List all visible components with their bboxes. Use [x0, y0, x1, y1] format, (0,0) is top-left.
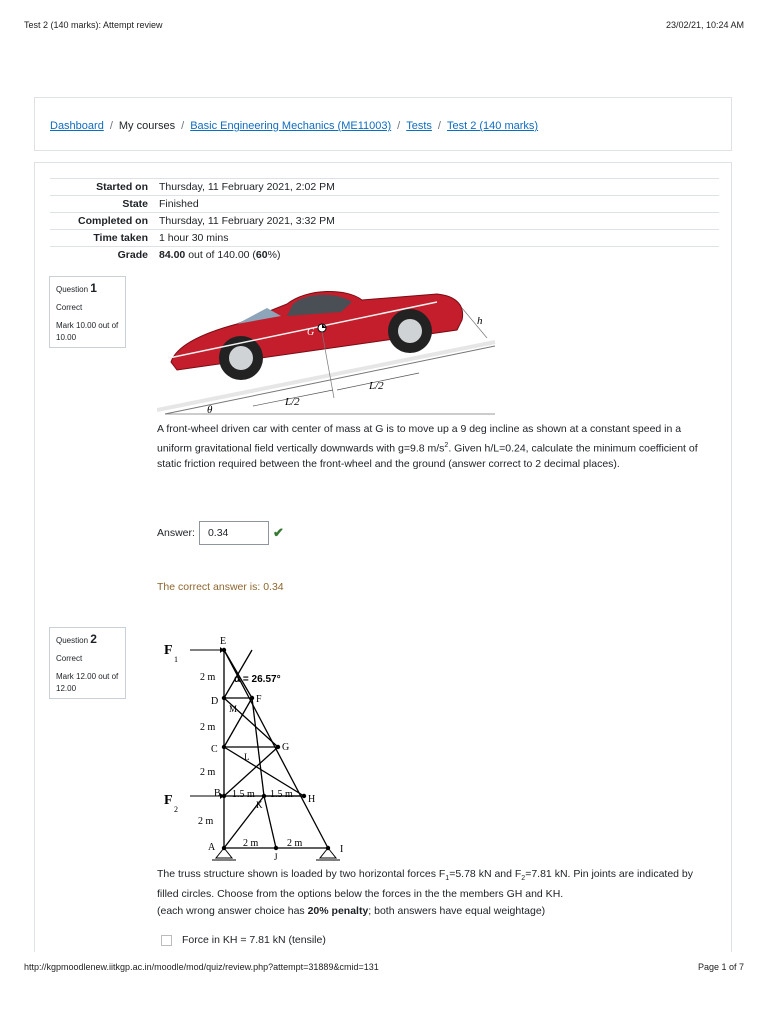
print-header	[24, 20, 744, 30]
answer-row	[157, 521, 284, 545]
question-2-info: Question 2 Correct Mark 12.00 out of 12.00	[49, 627, 126, 699]
option-label: Force in KH = 7.81 kN (tensile)	[182, 934, 326, 946]
summary-label: Completed on	[50, 213, 153, 230]
svg-text:I: I	[340, 844, 344, 855]
summary-row	[50, 196, 719, 213]
theta-label: θ	[207, 404, 213, 416]
summary-label: Time taken	[50, 230, 153, 247]
question-1-info: Question 1 Correct Mark 10.00 out of 10.00	[49, 276, 126, 348]
question-status: Correct	[56, 303, 83, 312]
breadcrumb-course-link[interactable]: Basic Engineering Mechanics (ME11003)	[190, 120, 392, 132]
svg-text:H: H	[308, 794, 316, 805]
breadcrumb-dashboard-link[interactable]: Dashboard	[50, 120, 104, 132]
summary-row	[50, 179, 719, 196]
summary-row	[50, 230, 719, 247]
summary-row	[50, 247, 719, 264]
breadcrumb-bar	[34, 97, 732, 151]
svg-text:2 m: 2 m	[287, 838, 303, 849]
svg-text:2 m: 2 m	[200, 722, 216, 733]
question-2-text: The truss structure shown is loaded by two horizontal forces $F_1=5.78$ kN and $F_2=7.81$ kN. Pin joints are indicated by filled circles. Choose from the options below the forces in the the members GH and KH.	[157, 868, 694, 900]
svg-text:J: J	[274, 852, 278, 862]
breadcrumb-test-link[interactable]: Test 2 (140 marks)	[446, 120, 539, 132]
answer-input[interactable]: 0.34	[199, 521, 269, 545]
question-status: Correct	[56, 654, 83, 663]
print-title: Test 2 (140 marks): Attempt review	[24, 20, 163, 30]
svg-text:L: L	[244, 752, 250, 762]
car-incline-figure	[157, 278, 497, 418]
summary-value: Thursday, 11 February 2021, 2:02 PM	[153, 179, 719, 196]
print-datetime: 23/02/21, 10:24 AM	[665, 20, 744, 30]
question-mark: Mark 12.00 out of 12.00	[56, 672, 119, 693]
svg-text:B: B	[214, 788, 221, 799]
svg-text:2 m: 2 m	[243, 838, 259, 849]
summary-label: Grade	[50, 247, 153, 264]
penalty-note: (each wrong answer choice has 20% penalty; both answers have equal weightage)	[157, 905, 546, 917]
svg-text:1.5 m: 1.5 m	[270, 789, 293, 800]
print-url: http://kgpmoodlenew.iitkgp.ac.in/moodle/mod/quiz/review.php?attempt=31889&cmid=131	[24, 962, 379, 972]
svg-text:2 m: 2 m	[200, 767, 216, 778]
summary-row	[50, 213, 719, 230]
question-1-text: A front-wheel driven car with center of mass at G is to move up a 9 deg incline as shown at a constant speed in a uniform gravitational field vertically downwards with g=9.8 $m/s^2$. Given h/L=0.24, calculate the minimum coefficient of static friction required between the front-wheel and the ground (answer correct to 2 decimal places).	[157, 423, 698, 470]
svg-text:A: A	[208, 842, 216, 853]
truss-figure	[160, 632, 360, 862]
answer-option[interactable]	[161, 934, 326, 946]
h-label: h	[477, 315, 483, 327]
summary-label: State	[50, 196, 153, 213]
summary-value: Thursday, 11 February 2021, 3:32 PM	[153, 213, 719, 230]
svg-text:1.5 m: 1.5 m	[232, 789, 255, 800]
question-number: 2	[90, 632, 97, 646]
svg-text:G: G	[282, 742, 290, 753]
question-number: 1	[90, 281, 97, 295]
answer-label: Answer:	[157, 527, 195, 539]
summary-value: 1 hour 30 mins	[153, 230, 719, 247]
summary-label: Started on	[50, 179, 153, 196]
svg-text:1: 1	[174, 655, 178, 664]
svg-text:C: C	[211, 744, 218, 755]
f2-label: F	[164, 793, 173, 808]
f1-label: F	[164, 643, 173, 658]
svg-text:F: F	[256, 694, 262, 705]
svg-text:D: D	[211, 696, 219, 707]
correct-answer-feedback: The correct answer is: 0.34	[157, 581, 284, 593]
svg-text:2: 2	[174, 805, 178, 814]
breadcrumb: Dashboard / My courses / Basic Engineering Mechanics (ME11003) / Tests / Test 2 (140 marks)	[50, 120, 539, 132]
alpha-label: α = 26.57°	[234, 674, 281, 685]
g-label: G	[307, 327, 315, 338]
breadcrumb-tests-link[interactable]: Tests	[406, 120, 432, 132]
attempt-summary-table	[50, 178, 719, 263]
breadcrumb-my-courses: My courses	[118, 120, 176, 132]
svg-text:K: K	[256, 800, 263, 810]
summary-value: Finished	[153, 196, 719, 213]
print-page-number: Page 1 of 7	[697, 962, 744, 972]
svg-text:E: E	[220, 636, 227, 647]
grade-value: 84.00 out of 140.00 (60%)	[153, 247, 719, 264]
svg-text:M: M	[229, 704, 238, 714]
option-checkbox[interactable]	[161, 935, 172, 946]
print-footer	[24, 962, 744, 972]
svg-text:2 m: 2 m	[200, 672, 216, 683]
l-half-label-1: L/2	[285, 396, 300, 408]
svg-text:2 m: 2 m	[198, 816, 214, 827]
l-half-label-2: L/2	[369, 380, 384, 392]
correct-check-icon: ✔	[272, 525, 284, 540]
question-mark: Mark 10.00 out of 10.00	[56, 321, 119, 342]
